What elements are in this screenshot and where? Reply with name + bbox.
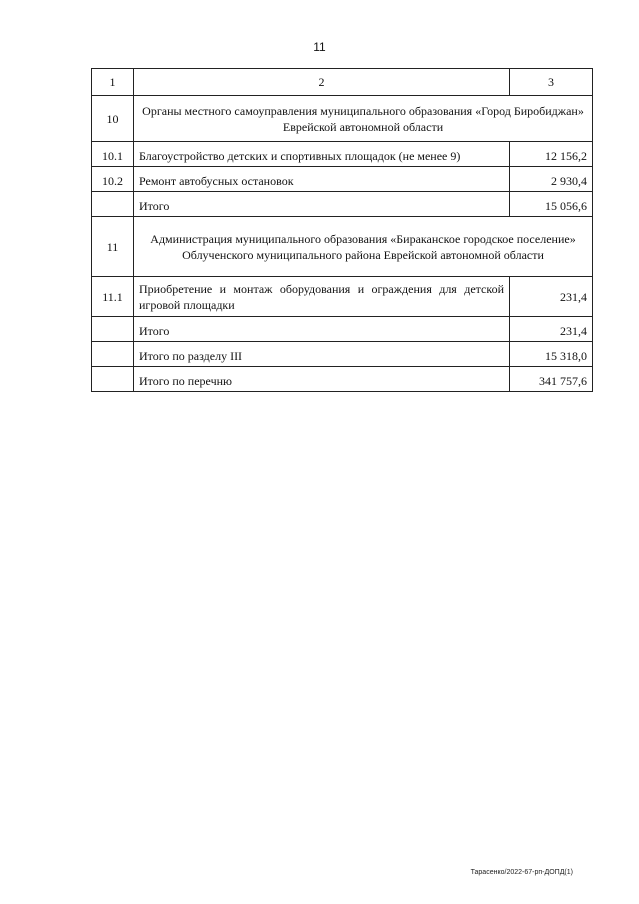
row-number: 11 (92, 217, 134, 277)
header-col-2: 2 (134, 69, 510, 96)
row-number: 10.2 (92, 167, 134, 192)
row-value: 341 757,6 (510, 367, 593, 392)
row-number: 11.1 (92, 277, 134, 317)
row-name: Итого по разделу III (134, 342, 510, 367)
header-col-3: 3 (510, 69, 593, 96)
row-value: 12 156,2 (510, 142, 593, 167)
table-row (92, 367, 593, 392)
table-row (92, 96, 593, 142)
organization-heading: Администрация муниципального образования «Бираканское городское поселение» Облученского муниципального района Еврейской автономной области (134, 217, 593, 277)
appropriations-table (91, 68, 593, 392)
row-name: Итого по перечню (134, 367, 510, 392)
header-col-1: 1 (92, 69, 134, 96)
row-name: Ремонт автобусных остановок (134, 167, 510, 192)
row-name: Благоустройство детских и спортивных площадок (не менее 9) (134, 142, 510, 167)
row-number (92, 317, 134, 342)
table-row (92, 277, 593, 317)
organization-heading: Органы местного самоуправления муниципального образования «Город Биробиджан» Еврейской автономной области (134, 96, 593, 142)
document-footer-reference: Тарасенко/2022-67-рп-ДОПД(1) (470, 869, 573, 876)
table-header-row (92, 69, 593, 96)
row-value: 15 056,6 (510, 192, 593, 217)
row-number: 10.1 (92, 142, 134, 167)
table-row (92, 142, 593, 167)
table-row (92, 317, 593, 342)
row-value: 2 930,4 (510, 167, 593, 192)
row-number (92, 342, 134, 367)
page-number: 11 (313, 40, 326, 54)
row-value: 231,4 (510, 277, 593, 317)
row-number (92, 192, 134, 217)
table-row (92, 167, 593, 192)
row-name: Приобретение и монтаж оборудования и ограждения для детской игровой площадки (134, 277, 510, 317)
table-row (92, 342, 593, 367)
table-row (92, 192, 593, 217)
row-value: 231,4 (510, 317, 593, 342)
table-row (92, 217, 593, 277)
row-value: 15 318,0 (510, 342, 593, 367)
row-name: Итого (134, 192, 510, 217)
row-number (92, 367, 134, 392)
row-number: 10 (92, 96, 134, 142)
row-name: Итого (134, 317, 510, 342)
